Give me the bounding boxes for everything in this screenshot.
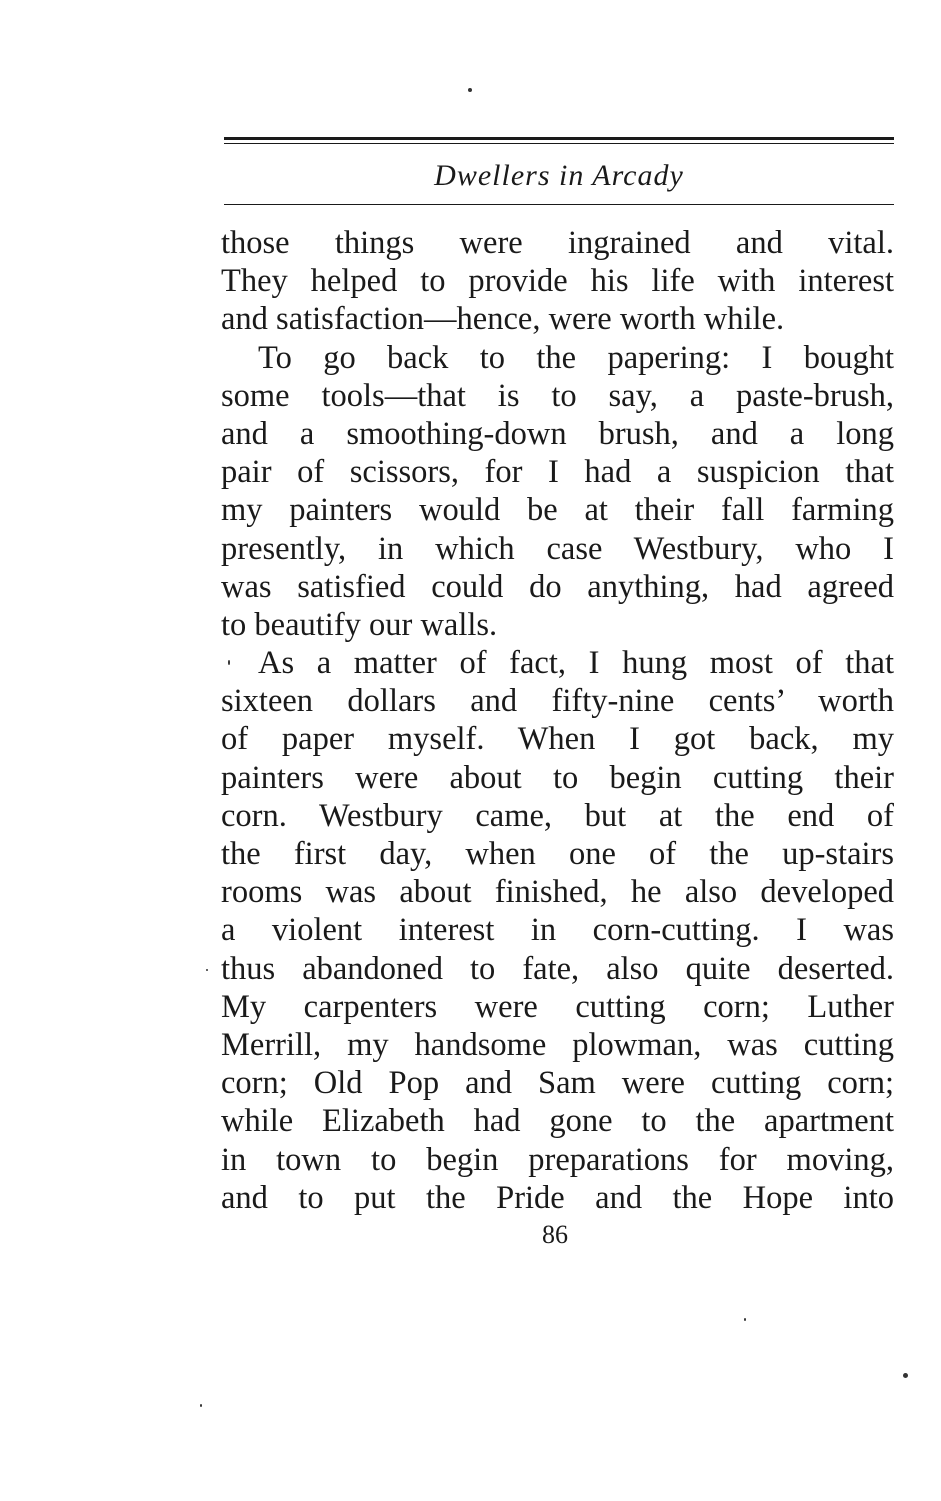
text-line: was satisfied could do anything, had agreed — [221, 568, 894, 605]
text-line: sixteen dollars and fifty-nine cents’ worth — [221, 683, 894, 720]
scan-speck — [206, 969, 208, 971]
text-line: corn. Westbury came, but at the end of — [221, 797, 894, 834]
text-line: As a matter of fact, I hung most of that — [258, 645, 894, 682]
text-line: To go back to the papering: I bought — [258, 339, 894, 376]
text-line: the first day, when one of the up-stairs — [221, 836, 894, 872]
header-rule-thin — [224, 143, 894, 144]
text-line: They helped to provide his life with interest — [221, 263, 894, 300]
text-line: corn; Old Pop and Sam were cutting corn; — [221, 1065, 894, 1102]
header-rule-thick — [224, 137, 894, 140]
text-line: and a smoothing-down brush, and a long — [221, 415, 894, 452]
scan-speck — [744, 1318, 746, 1321]
scan-speck — [468, 88, 472, 92]
page-number: 86 — [542, 1220, 568, 1249]
text-line: my painters would be at their fall farming — [221, 492, 894, 529]
running-head-rule — [224, 204, 894, 205]
scan-speck — [903, 1373, 908, 1378]
text-line: to beautify our walls. — [221, 606, 498, 643]
text-line: some tools—that is to say, a paste-brush, — [221, 377, 894, 414]
text-line: a violent interest in corn-cutting. I was — [221, 912, 894, 949]
running-head: Dwellers in Arcady — [434, 159, 684, 192]
text-line: those things were ingrained and vital. — [221, 225, 894, 261]
text-line: and to put the Pride and the Hope into — [221, 1179, 894, 1216]
text-line: of paper myself. When I got back, my — [221, 721, 894, 758]
text-line: rooms was about finished, he also developed — [221, 874, 894, 911]
text-line: thus abandoned to fate, also quite deserted. — [221, 950, 894, 987]
text-line: painters were about to begin cutting their — [221, 759, 894, 796]
scan-speck — [228, 660, 230, 665]
text-line: and satisfaction—hence, were worth while. — [221, 301, 785, 338]
text-line: My carpenters were cutting corn; Luther — [221, 988, 894, 1025]
scan-speck — [200, 1404, 202, 1407]
text-line: while Elizabeth had gone to the apartment — [221, 1103, 894, 1140]
text-line: presently, in which case Westbury, who I — [221, 530, 894, 567]
text-line: pair of scissors, for I had a suspicion that — [221, 454, 894, 491]
body-text — [221, 224, 894, 1217]
text-line: in town to begin preparations for moving, — [221, 1141, 894, 1178]
text-line: Merrill, my handsome plowman, was cutting — [221, 1026, 894, 1063]
